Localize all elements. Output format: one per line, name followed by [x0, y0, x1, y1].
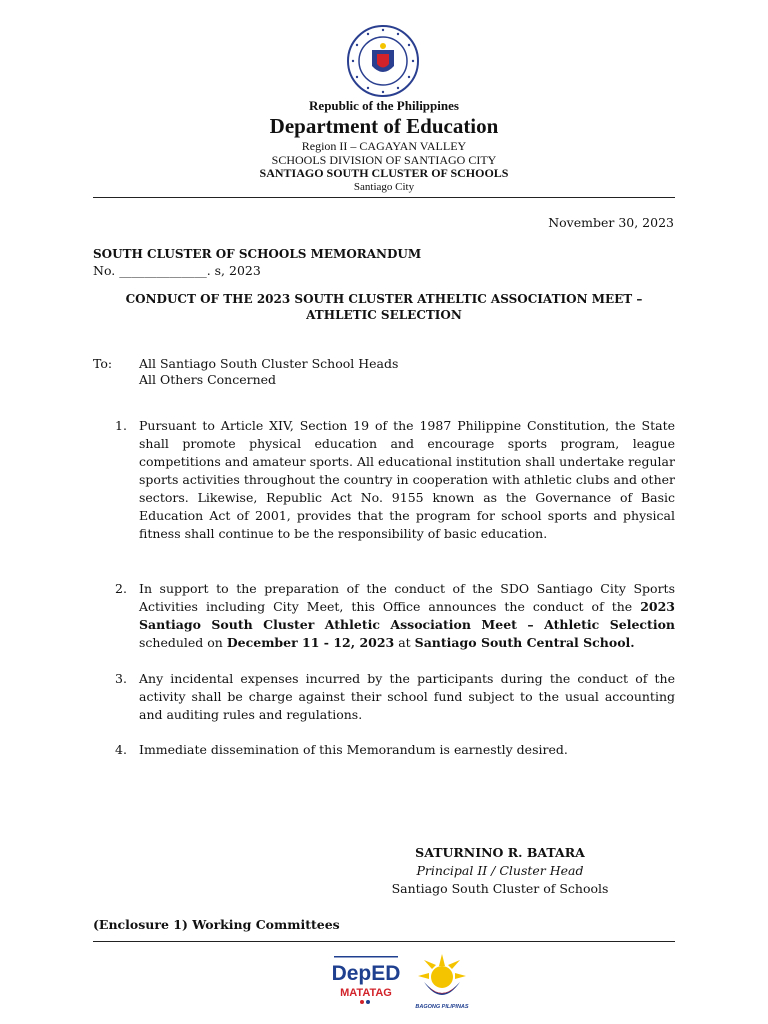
bagong-pilipinas-logo — [412, 950, 472, 1010]
event-name: 2023 Santiago South Cluster Athletic Association Meet – Athletic Selection — [139, 599, 675, 632]
memo-item-3 — [93, 670, 675, 724]
signatory-position: Principal II / Cluster Head — [416, 863, 584, 878]
item-text-part: at — [394, 635, 415, 650]
to-label: To: — [93, 356, 113, 371]
memo-date: November 30, 2023 — [548, 215, 674, 230]
memo-number: No. ______________. s, 2023 — [93, 263, 261, 278]
event-date: December 11 - 12, 2023 — [226, 635, 395, 650]
memo-title-line2: ATHLETIC SELECTION — [306, 308, 462, 322]
to-recipient-2: All Others Concerned — [139, 372, 277, 387]
item-number: 1. — [115, 418, 127, 433]
header-city: Santiago City — [353, 181, 415, 193]
item-text: Pursuant to Article XIV, Section 19 of the 1987 Philippine Constitution, the State shall promote physical education and encourage sports program, league competitions and amateur sports. All educational institution shall undertake regular sports activities throughout the country in cooperation with athletic clubs and other sectors. Likewise, Republic Act No. 9155 known as the Governance of Basic Education Act of 2001, provides that the program for school sports and physical fitness shall continue to be the responsibility of basic education. — [139, 418, 675, 541]
to-recipient-1: All Santiago South Cluster School Heads — [139, 356, 399, 371]
deped-logo-text: DepED — [332, 962, 400, 985]
memo-title-line1: CONDUCT OF THE 2023 SOUTH CLUSTER ATHELTIC ASSOCIATION MEET – — [125, 292, 643, 306]
deped-matatag-logo — [332, 952, 400, 1006]
header-republic: Republic of the Philippines — [309, 98, 459, 113]
event-venue: Santiago South Central School. — [414, 635, 635, 650]
item-text-part: scheduled on — [139, 635, 227, 650]
memo-title — [93, 291, 675, 323]
header-department: Department of Education — [269, 114, 499, 138]
item-text — [139, 580, 675, 652]
item-text-part: In support to the preparation of the conduct of the SDO Santiago City Sports Activities including City Meet, this Office announces the conduct of the — [139, 581, 675, 614]
memo-item-2 — [93, 580, 675, 652]
memo-type: SOUTH CLUSTER OF SCHOOLS MEMORANDUM — [93, 247, 422, 261]
item-number: 3. — [115, 671, 127, 686]
memo-item-1 — [93, 417, 675, 543]
enclosure-note: (Enclosure 1) Working Committees — [93, 917, 340, 932]
footer-divider — [93, 941, 675, 942]
bagong-pilipinas-text: BAGONG PILIPINAS — [415, 1004, 469, 1010]
memo-item-4 — [93, 741, 675, 759]
item-text: Any incidental expenses incurred by the participants during the conduct of the activity shall be charge against their school fund subject to the usual accounting and auditing rules and regulations. — [139, 671, 675, 722]
header-cluster: SANTIAGO SOUTH CLUSTER OF SCHOOLS — [259, 166, 509, 180]
item-text: Immediate dissemination of this Memorandum is earnestly desired. — [139, 742, 568, 757]
header-divider — [93, 197, 675, 198]
signatory-name: SATURNINO R. BATARA — [415, 845, 585, 860]
item-number: 4. — [115, 742, 127, 757]
matatag-logo-text: MATATAG — [340, 987, 392, 999]
header-division: SCHOOLS DIVISION OF SANTIAGO CITY — [271, 153, 497, 167]
item-number: 2. — [115, 581, 127, 596]
signatory-office: Santiago South Cluster of Schools — [391, 881, 609, 896]
deped-seal-icon — [346, 24, 420, 98]
header-region: Region II – CAGAYAN VALLEY — [301, 139, 467, 153]
